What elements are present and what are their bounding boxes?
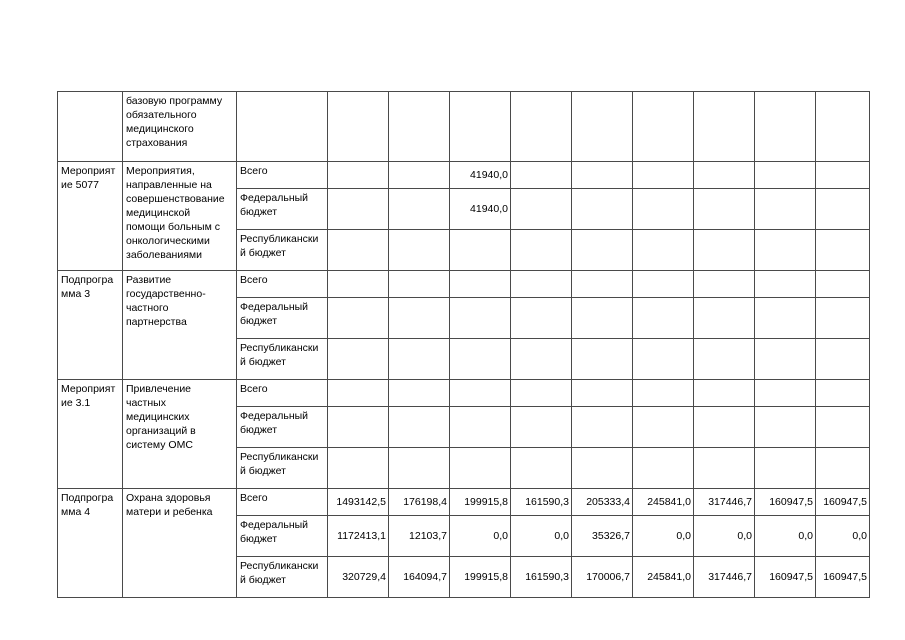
- value-cell: [511, 271, 572, 298]
- value-cell: [694, 298, 755, 339]
- value-cell: [389, 271, 450, 298]
- row-code-cell: Подпрогра мма 3: [58, 271, 123, 380]
- value-cell: 12103,7: [389, 516, 450, 557]
- value-cell: [328, 339, 389, 380]
- value-cell: [694, 448, 755, 489]
- empty-cell: [328, 92, 389, 162]
- value-cell: [816, 298, 870, 339]
- value-cell: [389, 380, 450, 407]
- empty-cell: [755, 92, 816, 162]
- value-cell: [633, 407, 694, 448]
- value-cell: [816, 407, 870, 448]
- value-cell: [816, 339, 870, 380]
- funding-source-cell: Республикански й бюджет: [237, 230, 328, 271]
- value-cell: [328, 162, 389, 189]
- value-cell: [511, 448, 572, 489]
- value-cell: [633, 448, 694, 489]
- value-cell: [755, 298, 816, 339]
- empty-cell: [389, 92, 450, 162]
- value-cell: [572, 271, 633, 298]
- value-cell: [511, 339, 572, 380]
- value-cell: 0,0: [694, 516, 755, 557]
- value-cell: 0,0: [816, 516, 870, 557]
- value-cell: 205333,4: [572, 489, 633, 516]
- value-cell: [816, 162, 870, 189]
- value-cell: 160947,5: [755, 489, 816, 516]
- value-cell: [511, 189, 572, 230]
- value-cell: 0,0: [633, 516, 694, 557]
- value-cell: [633, 271, 694, 298]
- value-cell: [450, 380, 511, 407]
- value-cell: 161590,3: [511, 489, 572, 516]
- value-cell: [694, 407, 755, 448]
- value-cell: 1172413,1: [328, 516, 389, 557]
- value-cell: [450, 407, 511, 448]
- value-cell: [816, 271, 870, 298]
- value-cell: 160947,5: [755, 557, 816, 598]
- empty-cell: [816, 92, 870, 162]
- value-cell: [328, 407, 389, 448]
- row-name-cell: базовую программу обязательного медицинского страхования: [123, 92, 237, 162]
- empty-cell: [633, 92, 694, 162]
- row-name-cell: Развитие государственно- частного партнерства: [123, 271, 237, 380]
- value-cell: [572, 448, 633, 489]
- value-cell: [633, 339, 694, 380]
- empty-cell: [511, 92, 572, 162]
- value-cell: 1493142,5: [328, 489, 389, 516]
- empty-cell: [450, 92, 511, 162]
- row-name-cell: Мероприятия, направленные на совершенствование медицинской помощи больным с онкологическими заболеваниями: [123, 162, 237, 271]
- value-cell: [572, 162, 633, 189]
- funding-source-cell: Всего: [237, 380, 328, 407]
- value-cell: 199915,8: [450, 489, 511, 516]
- row-name-cell: Привлечение частных медицинских организаций в систему ОМС: [123, 380, 237, 489]
- funding-source-cell: Всего: [237, 489, 328, 516]
- value-cell: 317446,7: [694, 489, 755, 516]
- value-cell: [755, 339, 816, 380]
- table-row: [58, 489, 870, 516]
- value-cell: [389, 448, 450, 489]
- value-cell: [450, 271, 511, 298]
- value-cell: [633, 162, 694, 189]
- value-cell: [389, 230, 450, 271]
- value-cell: [328, 298, 389, 339]
- value-cell: [633, 298, 694, 339]
- empty-cell: [572, 92, 633, 162]
- row-code-cell: Мероприят ие 3.1: [58, 380, 123, 489]
- value-cell: 164094,7: [389, 557, 450, 598]
- value-cell: [389, 189, 450, 230]
- value-cell: [694, 380, 755, 407]
- table-row: [58, 92, 870, 162]
- funding-source-cell: Федеральный бюджет: [237, 189, 328, 230]
- value-cell: [328, 230, 389, 271]
- row-code-cell: [58, 92, 123, 162]
- funding-source-cell: Федеральный бюджет: [237, 516, 328, 557]
- value-cell: 35326,7: [572, 516, 633, 557]
- funding-source-cell: Республикански й бюджет: [237, 557, 328, 598]
- value-cell: [450, 298, 511, 339]
- value-cell: 160947,5: [816, 557, 870, 598]
- funding-source-cell: Всего: [237, 271, 328, 298]
- value-cell: [572, 407, 633, 448]
- value-cell: 161590,3: [511, 557, 572, 598]
- funding-source-cell: Федеральный бюджет: [237, 298, 328, 339]
- value-cell: [633, 230, 694, 271]
- empty-cell: [237, 92, 328, 162]
- value-cell: [511, 162, 572, 189]
- value-cell: [755, 271, 816, 298]
- funding-source-cell: Республикански й бюджет: [237, 339, 328, 380]
- value-cell: [389, 339, 450, 380]
- value-cell: [694, 271, 755, 298]
- row-code-cell: Мероприят ие 5077: [58, 162, 123, 271]
- value-cell: [755, 407, 816, 448]
- table-row: [58, 162, 870, 189]
- row-code-cell: Подпрогра мма 4: [58, 489, 123, 598]
- value-cell: [633, 380, 694, 407]
- value-cell: [389, 407, 450, 448]
- value-cell: [450, 230, 511, 271]
- funding-source-cell: Федеральный бюджет: [237, 407, 328, 448]
- value-cell: [572, 380, 633, 407]
- funding-source-cell: Республикански й бюджет: [237, 448, 328, 489]
- value-cell: [816, 448, 870, 489]
- value-cell: [633, 189, 694, 230]
- value-cell: [511, 407, 572, 448]
- value-cell: 320729,4: [328, 557, 389, 598]
- value-cell: 245841,0: [633, 489, 694, 516]
- value-cell: 41940,0: [450, 162, 511, 189]
- value-cell: [816, 230, 870, 271]
- value-cell: 160947,5: [816, 489, 870, 516]
- value-cell: [450, 448, 511, 489]
- value-cell: 0,0: [511, 516, 572, 557]
- value-cell: [755, 230, 816, 271]
- value-cell: [694, 189, 755, 230]
- value-cell: [572, 230, 633, 271]
- value-cell: [755, 380, 816, 407]
- value-cell: [694, 162, 755, 189]
- value-cell: 199915,8: [450, 557, 511, 598]
- value-cell: [572, 189, 633, 230]
- value-cell: [694, 230, 755, 271]
- value-cell: [755, 189, 816, 230]
- budget-table: [57, 91, 870, 598]
- value-cell: [511, 298, 572, 339]
- value-cell: 176198,4: [389, 489, 450, 516]
- empty-cell: [694, 92, 755, 162]
- value-cell: [755, 162, 816, 189]
- value-cell: [389, 162, 450, 189]
- table-row: [58, 271, 870, 298]
- value-cell: [816, 380, 870, 407]
- value-cell: [816, 189, 870, 230]
- value-cell: 170006,7: [572, 557, 633, 598]
- value-cell: [450, 339, 511, 380]
- row-name-cell: Охрана здоровья матери и ребенка: [123, 489, 237, 598]
- value-cell: [328, 271, 389, 298]
- value-cell: [511, 230, 572, 271]
- value-cell: [328, 380, 389, 407]
- value-cell: 317446,7: [694, 557, 755, 598]
- value-cell: 0,0: [755, 516, 816, 557]
- value-cell: 41940,0: [450, 189, 511, 230]
- funding-source-cell: Всего: [237, 162, 328, 189]
- value-cell: [328, 448, 389, 489]
- value-cell: [572, 298, 633, 339]
- value-cell: [511, 380, 572, 407]
- table-row: [58, 380, 870, 407]
- value-cell: 0,0: [450, 516, 511, 557]
- value-cell: [328, 189, 389, 230]
- value-cell: 245841,0: [633, 557, 694, 598]
- value-cell: [694, 339, 755, 380]
- value-cell: [572, 339, 633, 380]
- value-cell: [389, 298, 450, 339]
- value-cell: [755, 448, 816, 489]
